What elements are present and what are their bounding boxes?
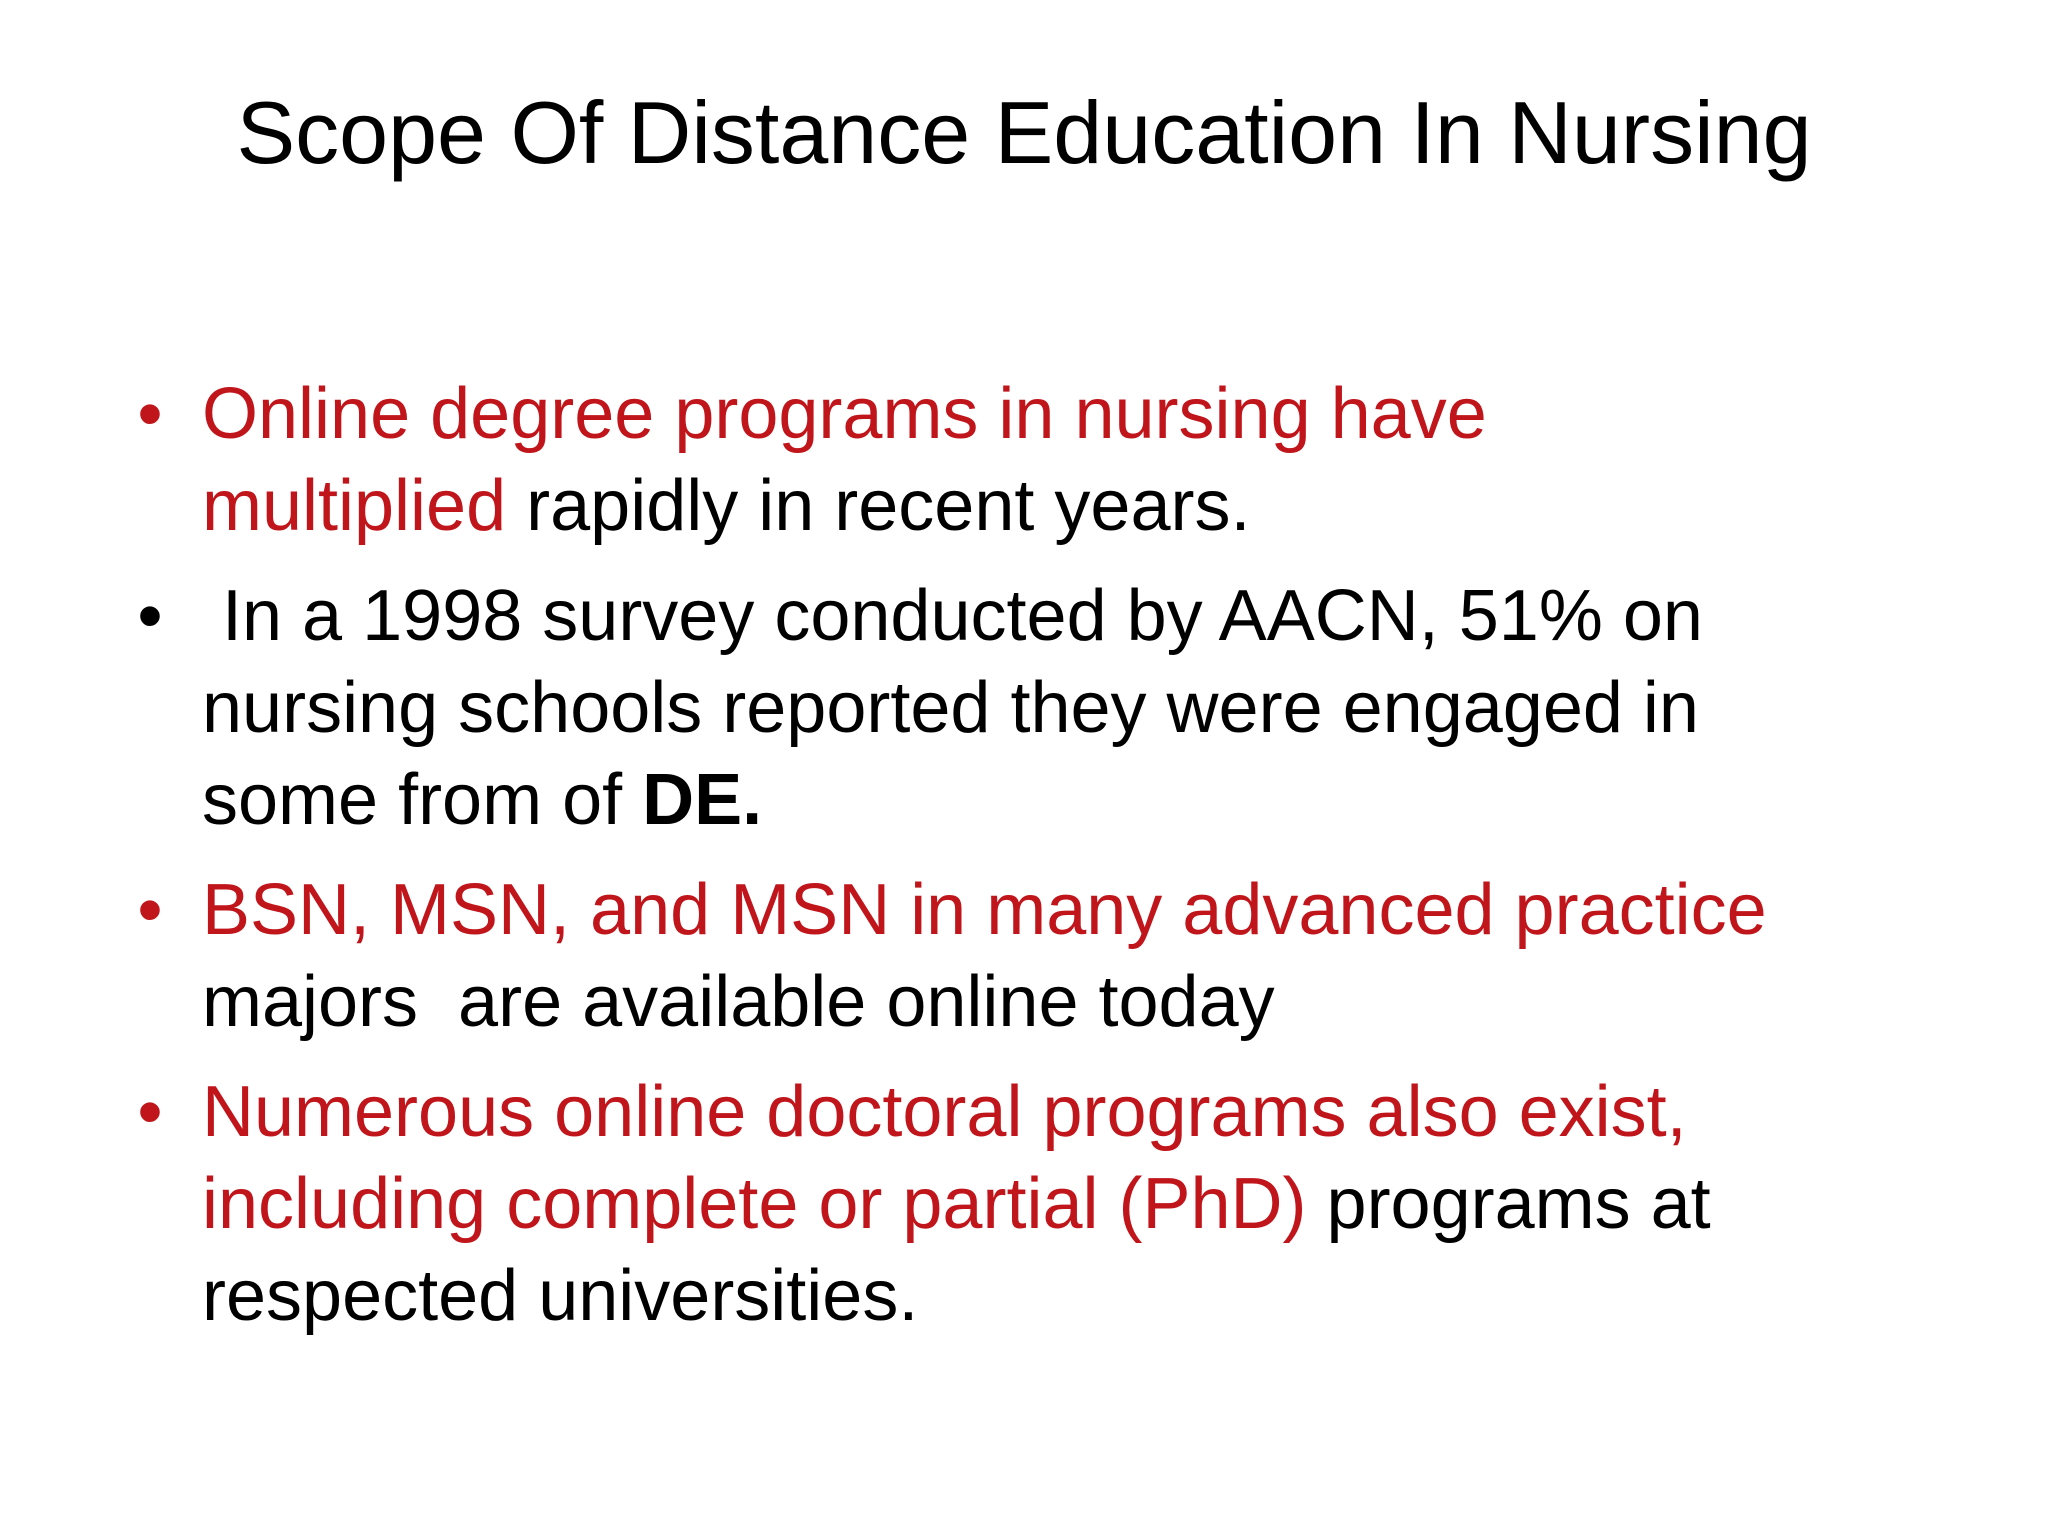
- text-segment: programs at: [1306, 1164, 1711, 1244]
- bullet-dot-icon: •: [137, 1072, 163, 1152]
- text-segment: BSN, MSN, and MSN in many advanced practice: [202, 870, 1767, 950]
- text-segment: rapidly in recent years.: [506, 466, 1251, 546]
- bullet-item: [120, 368, 1900, 552]
- bullet-dot-icon: •: [137, 870, 163, 950]
- text-segment: Numerous online doctoral programs also exist,: [202, 1072, 1687, 1152]
- bullet-line: [202, 368, 1900, 460]
- bullet-item: [120, 1066, 1900, 1342]
- bullet-line: [202, 662, 1900, 754]
- text-segment: respected universities.: [202, 1256, 919, 1336]
- text-segment: multiplied: [202, 466, 507, 546]
- bullet-line: [202, 1066, 1900, 1158]
- bullet-list: [120, 368, 1900, 1360]
- text-segment-bold: DE.: [642, 760, 763, 840]
- bullet-dot-icon: •: [137, 374, 163, 454]
- bullet-line: [202, 754, 1900, 846]
- text-segment: including complete or partial (PhD): [202, 1164, 1307, 1244]
- bullet-item: [120, 864, 1900, 1048]
- bullet-line: [202, 460, 1900, 552]
- text-segment: In a 1998 survey conducted by AACN, 51% on: [202, 576, 1703, 656]
- slide-title: Scope Of Distance Education In Nursing: [236, 83, 1812, 182]
- bullet-line: [202, 864, 1900, 956]
- text-segment: Online degree programs in nursing have: [202, 374, 1487, 454]
- text-segment: some from of: [202, 760, 643, 840]
- bullet-item: [120, 570, 1900, 846]
- bullet-line: [202, 1158, 1900, 1250]
- bullet-line: [202, 570, 1900, 662]
- bullet-dot-icon: •: [137, 576, 163, 656]
- text-segment: majors are available online today: [202, 962, 1275, 1042]
- bullet-line: [202, 956, 1900, 1048]
- bullet-line: [202, 1250, 1900, 1342]
- text-segment: nursing schools reported they were engaged in: [202, 668, 1699, 748]
